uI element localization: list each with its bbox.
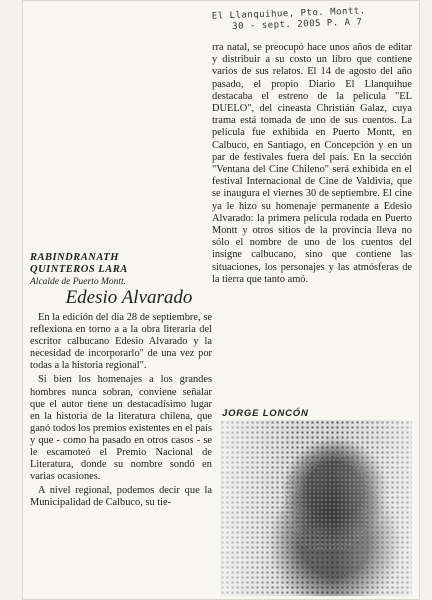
note-line-2: 30 - sept. 2005 P. A 7 bbox=[232, 17, 363, 32]
author-photo bbox=[220, 420, 412, 596]
article-title: Edesio Alvarado bbox=[65, 287, 193, 308]
photo-credit: JORGE LONCÓN bbox=[222, 408, 309, 419]
right-paragraph: rra natal, se preocupó hace unos años de editar y distribuir a su costo un libro que contiene varios de sus relatos. El 14 de agosto del año pasado, el propio Diario El Llanquihue destacaba el estreno de la película "EL DUELO", del cineasta Christián Galaz, cuya trama está tomada de uno de sus cuentos. La película fue exhibida en Puerto Montt, en Calbuco, en Santiago, en Concepción y en un par de festivales fuera del país. En la sección "Ventana del Cine Chileno" será exhibida en el festival Internacional de Cine de Valdivia, que se inaugura el viernes 30 de septiembre. El cine ya le hizo su homenaje permanente a Edesio Alvarado: la primera película rodada en Puerto Montt y otros sitios de la provincia lleva no sólo el nombre de uno de los cuentos del insigne calbucano, sino que contiene las situaciones, los personajes y las atmósferas de la tierra que tanto amó. bbox=[212, 42, 412, 285]
photo-overlay bbox=[220, 420, 412, 596]
left-paragraph-3: A nivel regional, podemos decir que la Municipalidad de Calbuco, su tie- bbox=[30, 485, 212, 509]
left-column bbox=[30, 312, 212, 512]
byline bbox=[30, 252, 210, 288]
author-role: Alcalde de Puerto Montt. bbox=[30, 277, 127, 287]
note-line-1: El Llanquihue, Pto. Montt. bbox=[211, 6, 366, 22]
author-name-1: RABINDRANATH bbox=[30, 252, 119, 263]
left-paragraph-2: Si bien los homenajes a los grandes hombres nunca sobran, conviene señalar que el autor tiene un destacadísimo lugar en la historia de la literatura chilena, que ganó todos los premios existentes en el país y que - como ha pasado en otros casos - se le escamoteó el Premio Nacional de Literatura, donde su nombre sondó en varias ocasiones. bbox=[30, 374, 212, 483]
right-column bbox=[212, 42, 412, 286]
left-paragraph-1: En la edición del día 28 de septiembre, se reflexiona en torno a a la obra literaria del escritor calbucano Edesio Alvarado y la necesidad de incorporarlo" de una vez por todas a la historia regional". bbox=[30, 312, 212, 372]
author-name-2: QUINTEROS LARA bbox=[30, 264, 128, 275]
